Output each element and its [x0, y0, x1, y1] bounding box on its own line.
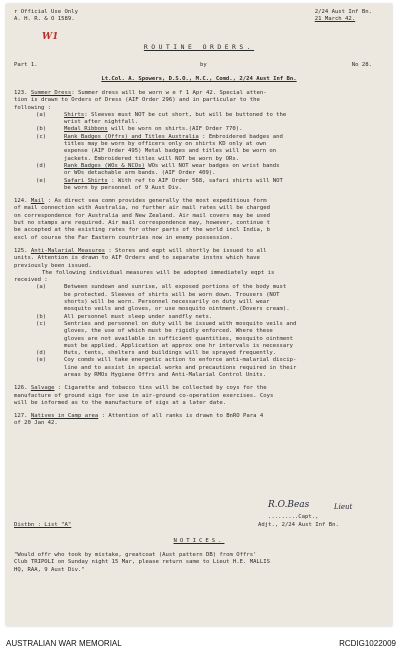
sub-item-e	[14, 357, 382, 379]
paragraph-123	[14, 90, 382, 192]
para-text: on correspondence for Australia and New Zealand. Air mail covers may be used	[14, 212, 270, 219]
sub-text: will be worn on shirts.(AIF Order 770).	[107, 126, 243, 133]
sub-text: shorts) will be worn. Personnel necessarily on duty will wear	[64, 299, 270, 306]
para-text: received :	[14, 277, 48, 284]
sub-item-d	[14, 350, 382, 357]
para-text: be accepted at the existing rates for other parts of the world incl India, b	[14, 227, 270, 234]
sub-heading: Safari Shirts	[64, 177, 108, 184]
orders-body	[14, 90, 382, 434]
sub-text: Huts, tents, shelters and buildings will be sprayed frequently.	[64, 350, 277, 357]
handwritten-annotation: W1	[42, 32, 59, 42]
sub-text: titles may be worn by officers only on shirts KD only at own	[64, 141, 267, 148]
notice-line: HQ, RAA, 9 Aust Div."	[14, 566, 85, 573]
sub-item-a	[14, 112, 382, 127]
sub-heading: Rank Badges (WOs & NCOs)	[64, 162, 145, 169]
para-text: : As direct sea comn provides generally the most expeditious form	[44, 198, 267, 205]
para-number: 125.	[14, 247, 28, 254]
sub-item-c	[14, 134, 382, 163]
para-heading: Mail	[30, 198, 45, 205]
para-text: will be informed as to the manufacture of sigs at a later date.	[14, 399, 227, 406]
sub-text: be worn by personnel of 9 Aust Div.	[64, 184, 182, 191]
sub-text: WOs will NOT wear badges on wrist bands	[144, 162, 280, 169]
sub-item-b	[14, 126, 382, 133]
para-text: excl of course the Far Eastern countries now in enemy possession.	[14, 234, 233, 241]
para-number: 126.	[14, 385, 28, 392]
sub-text: gloves, the use of which must be rigidly enforced. Where these	[64, 328, 273, 335]
sub-text: gloves are not available in sufficient quantities, mosquito ointment	[64, 335, 294, 342]
para-heading: Salvage	[30, 385, 55, 392]
archive-footer	[0, 628, 402, 654]
para-text: The following individual measures will be adopted immediately eqpt is	[42, 269, 275, 276]
document-title: ROUTINE ORDERS.	[143, 43, 255, 51]
sub-text: wrist after nightfall.	[64, 119, 139, 126]
sub-item-c	[14, 321, 382, 350]
sub-heading: Medal Ribbons	[64, 126, 108, 133]
sub-text: : Sleeves must NOT be cut short, but will be buttoned to the	[84, 111, 287, 118]
paragraph-127	[14, 413, 382, 428]
paragraph-126	[14, 385, 382, 407]
paragraph-125	[14, 248, 382, 379]
para-text: : Cigarette and tobacco tins will be collected by coys for the	[54, 385, 267, 392]
handwritten-signature: R.O.Beas	[268, 500, 310, 510]
para-heading: Anti-Malarial Measures	[30, 247, 105, 254]
para-text: of mail connection with Australia, no further air mail rates will be charged	[14, 205, 270, 212]
signature-rank: .........Capt.,	[268, 514, 319, 520]
part-label: Part 1.	[14, 62, 38, 68]
sub-text: be protected. Sleeves of shirts will be worn down. Trousers (NOT	[64, 291, 280, 298]
sub-text: Sentries and personnel on duty will be issued with mosquito veils and	[64, 320, 297, 327]
sub-label: (a)	[36, 111, 47, 118]
sub-text: or WOs detachable arm bands. (AIF Order 409).	[64, 170, 216, 177]
signature-appointment: Adjt., 2/24 Aust Inf Bn.	[258, 522, 339, 528]
para-text: : Attention of all ranks is drawn to BnRO Para 4	[98, 413, 264, 420]
sub-text: : Embroidered badges and	[198, 133, 283, 140]
para-text: following :	[14, 104, 52, 111]
notice-line: "Would offr who took by mistake, greatcoat (Aust pattern DB) from Offrs'	[14, 552, 257, 558]
sub-text: mosquito veils and gloves, or use mosquito ointment.(Dovers cream).	[64, 306, 290, 313]
para-number: 123.	[14, 90, 28, 96]
sub-text: All personnel must sleep under sandfly nets.	[64, 313, 213, 320]
commander-line: Lt.Col. A. Spowers, D.S.O., M.C., Comd., 2/24 Aust Inf Bn.	[101, 76, 297, 82]
distribution	[14, 522, 71, 529]
sub-item-e	[14, 178, 382, 193]
sub-text: jackets. Embroidered titles will NOT be worn by ORs.	[64, 155, 240, 162]
sub-heading: Rank Badges (Offrs) and Titles Australia	[64, 133, 199, 140]
handwritten-rank: Lieut	[334, 503, 353, 511]
para-text: tion is drawn to Orders of Dress (AIF Order 296) and in particular to the	[14, 97, 260, 104]
header-left	[14, 9, 78, 24]
classification: r Official Use Only	[14, 9, 78, 15]
para-text: : Summer dress will be worn w e f 1 Apr 42. Special atten-	[71, 90, 267, 96]
order-date: 21 March 42.	[314, 16, 356, 23]
sub-label: (b)	[36, 313, 47, 320]
order-number: No 28.	[351, 62, 372, 68]
distribution-text: Distbn : List "A"	[14, 522, 72, 528]
para-heading: Natives in Camp area	[30, 413, 99, 420]
paragraph-124	[14, 198, 382, 242]
sub-heading: Shirts	[64, 111, 85, 118]
sub-item-d	[14, 163, 382, 178]
sub-item-a	[14, 284, 382, 313]
notices-title: NOTICES.	[173, 538, 225, 544]
document-page	[6, 4, 392, 626]
para-text: but no stamps are required. Air mail correspondence may, however, continue t	[14, 220, 270, 227]
sub-label: (e)	[36, 357, 47, 364]
by-label: by	[200, 62, 207, 68]
sub-text: : With ref to AIF Order 568, safari shirts will NOT	[107, 177, 283, 184]
sub-text: areas by RMOs Hygiene Offrs and Anti-Malarial Control Units.	[64, 371, 267, 378]
sub-text: must be applied. Application at approx one hr intervals is necessary	[64, 342, 294, 349]
para-text: manufacture of ground sigs for use in air-ground co-operation exercises. Coys	[14, 392, 274, 399]
para-text: units. Attention is drawn to AIF Orders and to separate instns which have	[14, 255, 260, 262]
notice-line: Club TRIPOLI on Sunday night 15 Mar, please return same to Lieut H.E. MALLIS	[14, 559, 270, 566]
para-text: of 20 Jan 42.	[14, 420, 58, 427]
para-heading: Summer Dress	[30, 90, 72, 96]
sub-label: (d)	[36, 350, 47, 357]
sub-label: (d)	[36, 162, 47, 169]
sub-label: (c)	[36, 133, 47, 140]
sub-item-b	[14, 314, 382, 321]
sub-text: Coy comds will take energetic action to enforce anti-malarial discip-	[64, 357, 297, 364]
sub-text: Between sundown and sunrise, all exposed portions of the body must	[64, 284, 287, 291]
archive-id: RCDIG1022009	[339, 639, 396, 648]
reference-number: A. H. R. & O 1589.	[14, 16, 75, 23]
para-text: : Stores and eqpt will shortly be issued to all	[104, 247, 267, 254]
archive-name: AUSTRALIAN WAR MEMORIAL	[6, 639, 122, 648]
para-number: 124.	[14, 198, 28, 205]
sub-label: (c)	[36, 320, 47, 327]
header-right	[315, 9, 372, 24]
notice-text	[14, 552, 270, 574]
sub-text: line and to assist in special works and precautions required in their	[64, 364, 297, 371]
unit-name: 2/24 Aust Inf Bn.	[314, 9, 372, 15]
sub-label: (a)	[36, 284, 47, 291]
sub-text: expense (AIF Order 495) Metal badges and titles will be worn on	[64, 148, 277, 155]
para-number: 127.	[14, 413, 28, 420]
sub-label: (b)	[36, 126, 47, 133]
para-text: previously been issued.	[14, 262, 92, 269]
sub-label: (e)	[36, 177, 47, 184]
